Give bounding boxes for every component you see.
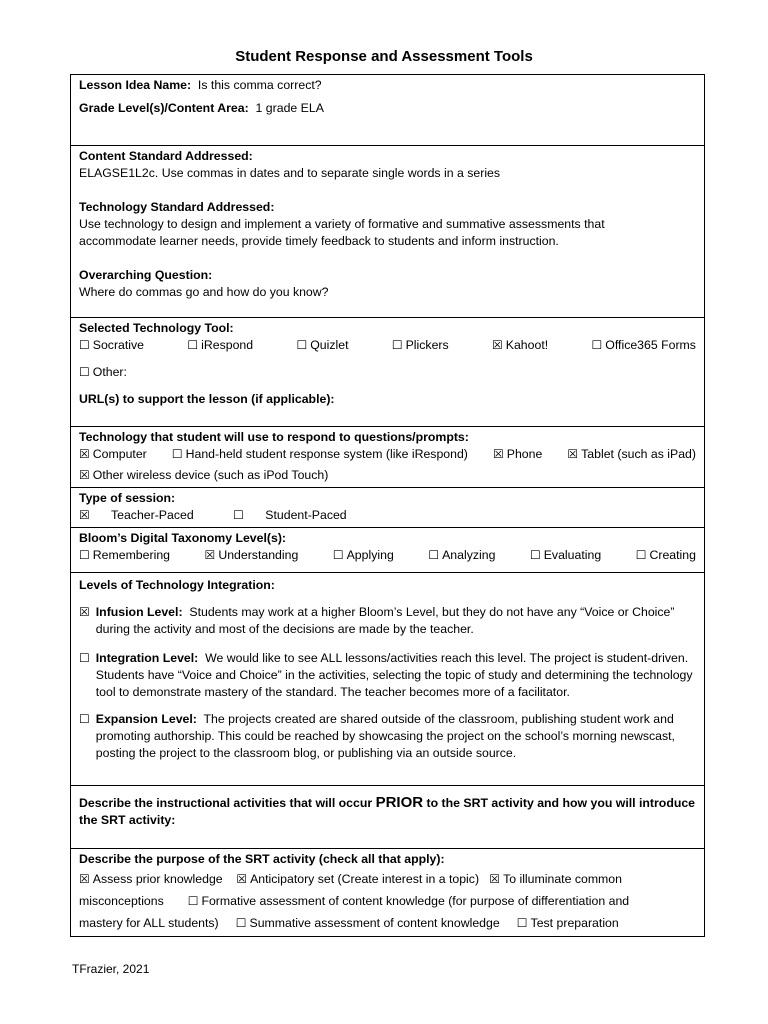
- checkbox-checked-icon[interactable]: ☒: [79, 508, 90, 522]
- checkbox-checked-icon[interactable]: ☒: [204, 548, 216, 562]
- purpose-test-preparation[interactable]: ☐ Test preparation: [516, 916, 619, 930]
- bloom-analyzing[interactable]: ☐ Analyzing: [428, 548, 496, 562]
- checkbox-unchecked-icon[interactable]: ☐: [428, 548, 440, 562]
- checkbox-unchecked-icon[interactable]: ☐: [296, 338, 308, 352]
- session-student-paced[interactable]: ☐ Student-Paced: [233, 508, 347, 522]
- grade-label: Grade Level(s)/Content Area:: [79, 101, 249, 115]
- prior-activities-row: [71, 786, 705, 849]
- expansion-level: ☐ Expansion Level: The projects created are shared outside of the classroom, publishing student work and promoting authorship. This could be reached by showcasing the project on the school’s morning newscast, posting the project to the classroom blog, or publishing via an outside source.: [79, 712, 675, 760]
- session-type-options: [79, 507, 696, 524]
- blooms-options: [79, 547, 696, 564]
- integration-levels-label: Levels of Technology Integration:: [79, 578, 275, 592]
- student-devices-options: [79, 446, 696, 463]
- bloom-remembering[interactable]: ☐ Remembering: [79, 548, 170, 562]
- checkbox-unchecked-icon[interactable]: ☐: [391, 338, 403, 352]
- device-tablet[interactable]: ☒ Tablet (such as iPad): [567, 447, 696, 461]
- bloom-evaluating[interactable]: ☐ Evaluating: [529, 548, 602, 562]
- purpose-options-line-1: [79, 868, 696, 890]
- grade-value: 1 grade ELA: [255, 101, 324, 115]
- checkbox-checked-icon[interactable]: ☒: [236, 872, 248, 886]
- checkbox-checked-icon[interactable]: ☒: [79, 447, 90, 461]
- blooms-label: Bloom’s Digital Taxonomy Level(s):: [79, 531, 287, 545]
- purpose-options-line-2: misconceptions ☐ Formative assessment of content knowledge (for purpose of differentiation and: [79, 894, 630, 908]
- lesson-form-table: [70, 74, 705, 937]
- prior-activities-prompt: Describe the instructional activities that will occur PRIOR to the SRT activity and how you will introduce the SRT activity:: [79, 794, 696, 827]
- bloom-applying[interactable]: ☐ Applying: [332, 548, 394, 562]
- lesson-name-value: Is this comma correct?: [197, 78, 322, 92]
- tool-quizlet[interactable]: ☐ Quizlet: [296, 338, 349, 352]
- device-computer[interactable]: ☒ Computer: [79, 447, 147, 461]
- checkbox-checked-icon[interactable]: ☒: [567, 447, 579, 461]
- checkbox-unchecked-icon[interactable]: ☐: [187, 894, 199, 908]
- checkbox-checked-icon[interactable]: ☒: [79, 605, 90, 619]
- checkbox-unchecked-icon[interactable]: ☐: [332, 548, 344, 562]
- checkbox-checked-icon[interactable]: ☒: [489, 872, 501, 886]
- technology-tool-label: Selected Technology Tool:: [79, 321, 234, 335]
- integration-level: ☐ Integration Level: We would like to see ALL lessons/activities reach this level. The project is student-driven. Students have “Voice and Choice” in the activities, selecting the topic of study and determining the technology tool to demonstrate mastery of the standard. The teacher becomes more of a facilitator.: [79, 651, 693, 699]
- session-type-row: [71, 488, 705, 528]
- lesson-info-row: [71, 75, 705, 146]
- checkbox-unchecked-icon[interactable]: ☐: [529, 548, 541, 562]
- tool-plickers[interactable]: ☐ Plickers: [391, 338, 449, 352]
- content-standard-label: Content Standard Addressed:: [79, 149, 253, 163]
- checkbox-unchecked-icon[interactable]: ☐: [79, 365, 90, 379]
- purpose-summative-assessment[interactable]: ☐ Summative assessment of content knowledge: [235, 916, 500, 930]
- purpose-prior-knowledge[interactable]: ☒ Assess prior knowledge: [79, 872, 223, 886]
- session-type-label: Type of session:: [79, 491, 176, 505]
- purpose-formative-assessment[interactable]: ☐ Formative assessment of content knowledge (for purpose of differentiation and: [187, 894, 630, 908]
- purpose-illuminate-misconceptions[interactable]: ☒ To illuminate common: [489, 872, 622, 886]
- overarching-question-label: Overarching Question:: [79, 268, 213, 282]
- checkbox-unchecked-icon[interactable]: ☐: [171, 447, 183, 461]
- checkbox-unchecked-icon[interactable]: ☐: [79, 651, 90, 665]
- bloom-creating[interactable]: ☐ Creating: [635, 548, 696, 562]
- bloom-understanding[interactable]: ☒ Understanding: [204, 548, 299, 562]
- checkbox-checked-icon[interactable]: ☒: [79, 468, 90, 482]
- checkbox-unchecked-icon[interactable]: ☐: [233, 508, 244, 522]
- technology-tool-options: [79, 337, 696, 354]
- purpose-row: [71, 849, 705, 937]
- checkbox-unchecked-icon[interactable]: ☐: [79, 712, 90, 726]
- device-phone[interactable]: ☒ Phone: [492, 447, 543, 461]
- purpose-label: Describe the purpose of the SRT activity (check all that apply):: [79, 852, 445, 866]
- checkbox-unchecked-icon[interactable]: ☐: [187, 338, 199, 352]
- technology-standard-text-1: Use technology to design and implement a variety of formative and summative assessments that: [79, 217, 605, 231]
- device-hand-held[interactable]: ☐ Hand-held student response system (like iRespond): [171, 447, 468, 461]
- checkbox-checked-icon[interactable]: ☒: [79, 872, 90, 886]
- tool-office365-forms[interactable]: ☐ Office365 Forms: [591, 338, 696, 352]
- checkbox-unchecked-icon[interactable]: ☐: [79, 548, 90, 562]
- page-title: Student Response and Assessment Tools: [235, 48, 533, 65]
- technology-standard-text-2: accommodate learner needs, provide timely feedback to students and inform instruction.: [79, 234, 559, 248]
- lesson-name-label: Lesson Idea Name:: [79, 78, 192, 92]
- tool-irespond[interactable]: ☐ iRespond: [187, 338, 254, 352]
- purpose-options-line-3: mastery for ALL students) ☐ Summative assessment of content knowledge ☐ Test preparation: [79, 916, 619, 930]
- purpose-anticipatory-set[interactable]: ☒ Anticipatory set (Create interest in a topic): [236, 872, 480, 886]
- checkbox-checked-icon[interactable]: ☒: [492, 447, 504, 461]
- student-devices-label: Technology that student will use to respond to questions/prompts:: [79, 430, 469, 444]
- overarching-question-text: Where do commas go and how do you know?: [79, 285, 329, 299]
- tool-socrative[interactable]: ☐ Socrative: [79, 338, 145, 352]
- footer-credit: TFrazier, 2021: [72, 962, 150, 976]
- infusion-level: ☒ Infusion Level: Students may work at a higher Bloom’s Level, but they do not have any “Voice or Choice” during the activity and most of the decisions are made by the teacher.: [79, 605, 675, 636]
- session-teacher-paced[interactable]: ☒ Teacher-Paced: [79, 508, 194, 522]
- tool-kahoot[interactable]: ☒ Kahoot!: [492, 338, 549, 352]
- content-standard-text: ELAGSE1L2c. Use commas in dates and to separate single words in a series: [79, 166, 501, 180]
- tool-other[interactable]: ☐ Other:: [79, 365, 127, 379]
- technology-standard-label: Technology Standard Addressed:: [79, 200, 275, 214]
- url-label: URL(s) to support the lesson (if applicable):: [79, 392, 335, 406]
- checkbox-unchecked-icon[interactable]: ☐: [235, 916, 247, 930]
- technology-tool-row: [71, 318, 705, 427]
- checkbox-unchecked-icon[interactable]: ☐: [635, 548, 647, 562]
- standards-row: [71, 146, 705, 318]
- checkbox-checked-icon[interactable]: ☒: [492, 338, 503, 352]
- student-devices-row: [71, 427, 705, 488]
- checkbox-unchecked-icon[interactable]: ☐: [591, 338, 603, 352]
- device-other-wireless[interactable]: ☒ Other wireless device (such as iPod Touch): [79, 468, 329, 482]
- blooms-row: [71, 528, 705, 573]
- integration-levels-row: [71, 573, 705, 786]
- checkbox-unchecked-icon[interactable]: ☐: [516, 916, 528, 930]
- checkbox-unchecked-icon[interactable]: ☐: [79, 338, 90, 352]
